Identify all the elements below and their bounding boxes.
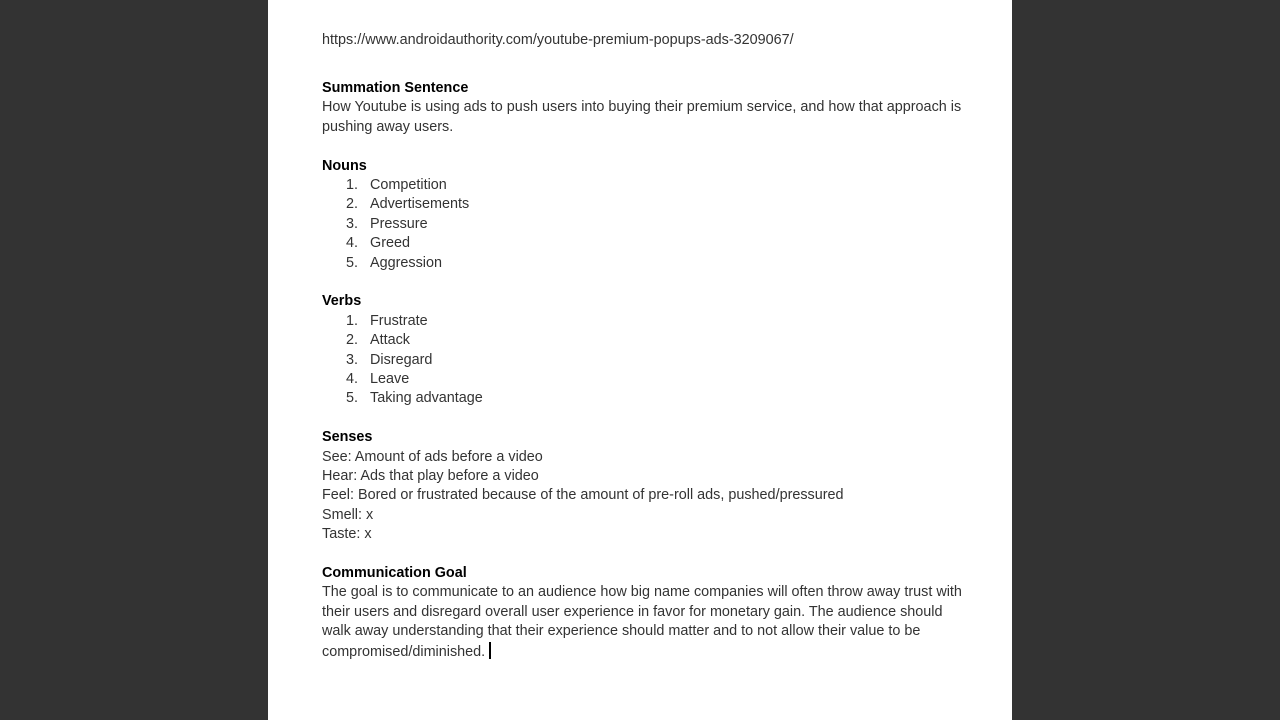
- verbs-list: [322, 312, 962, 409]
- senses-section: [322, 428, 962, 544]
- nouns-heading: Nouns: [322, 157, 367, 174]
- list-number: 5.: [346, 390, 359, 407]
- summation-heading: Summation Sentence: [322, 79, 469, 96]
- list-item: [322, 370, 962, 389]
- list-item-label: Advertisements: [370, 196, 470, 213]
- list-item-label: Disregard: [370, 351, 433, 368]
- spacer: [322, 50, 962, 79]
- text-cursor: [489, 642, 491, 659]
- list-number: 1.: [346, 312, 359, 329]
- list-number: 4.: [346, 370, 359, 387]
- nouns-list: [322, 176, 962, 273]
- summation-section: [322, 79, 962, 137]
- sense-feel: Feel: Bored or frustrated because of the amount of pre-roll ads, pushed/pressured: [322, 487, 844, 504]
- summation-text: How Youtube is using ads to push users into buying their premium service, and how that approach is pushing away users.: [322, 99, 962, 135]
- list-item: [322, 331, 962, 350]
- spacer: [322, 273, 962, 292]
- list-number: 2.: [346, 332, 359, 349]
- spacer: [322, 409, 962, 428]
- list-item: [322, 312, 962, 331]
- document-body[interactable]: [322, 31, 962, 662]
- list-number: 3.: [346, 351, 359, 368]
- list-item-label: Frustrate: [370, 312, 428, 329]
- nouns-section: [322, 157, 962, 273]
- list-number: 1.: [346, 176, 359, 193]
- list-number: 3.: [346, 215, 359, 232]
- list-item-label: Aggression: [370, 254, 442, 271]
- list-item: [322, 389, 962, 408]
- sense-smell: Smell: x: [322, 506, 374, 523]
- list-number: 4.: [346, 235, 359, 252]
- list-item: [322, 195, 962, 214]
- spacer: [322, 545, 962, 564]
- list-item: [322, 215, 962, 234]
- list-item-label: Attack: [370, 332, 410, 349]
- list-item: [322, 254, 962, 273]
- goal-text: The goal is to communicate to an audience how big name companies will often throw away trust with their users and disregard overall user experience in favor for monetary gain. The audience should walk away understanding that their experience should matter and to not allow their value to be compromised/diminished.: [322, 584, 962, 660]
- verbs-heading: Verbs: [322, 293, 362, 310]
- goal-heading: Communication Goal: [322, 565, 467, 581]
- list-item: [322, 351, 962, 370]
- list-number: 2.: [346, 196, 359, 213]
- list-item: [322, 234, 962, 253]
- goal-paragraph[interactable]: [322, 583, 962, 662]
- sense-see: See: Amount of ads before a video: [322, 448, 543, 465]
- sense-taste: Taste: x: [322, 526, 372, 543]
- senses-heading: Senses: [322, 429, 373, 446]
- list-item: [322, 176, 962, 195]
- list-number: 5.: [346, 254, 359, 271]
- list-item-label: Competition: [370, 176, 447, 193]
- list-item-label: Greed: [370, 235, 410, 252]
- list-item-label: Pressure: [370, 215, 428, 232]
- list-item-label: Leave: [370, 370, 410, 387]
- goal-section: [322, 564, 962, 662]
- list-item-label: Taking advantage: [370, 390, 483, 407]
- source-url: https://www.androidauthority.com/youtube-premium-popups-ads-3209067/: [322, 32, 794, 48]
- document-page[interactable]: [268, 0, 1012, 720]
- sense-hear: Hear: Ads that play before a video: [322, 467, 539, 484]
- verbs-section: [322, 292, 962, 408]
- spacer: [322, 137, 962, 156]
